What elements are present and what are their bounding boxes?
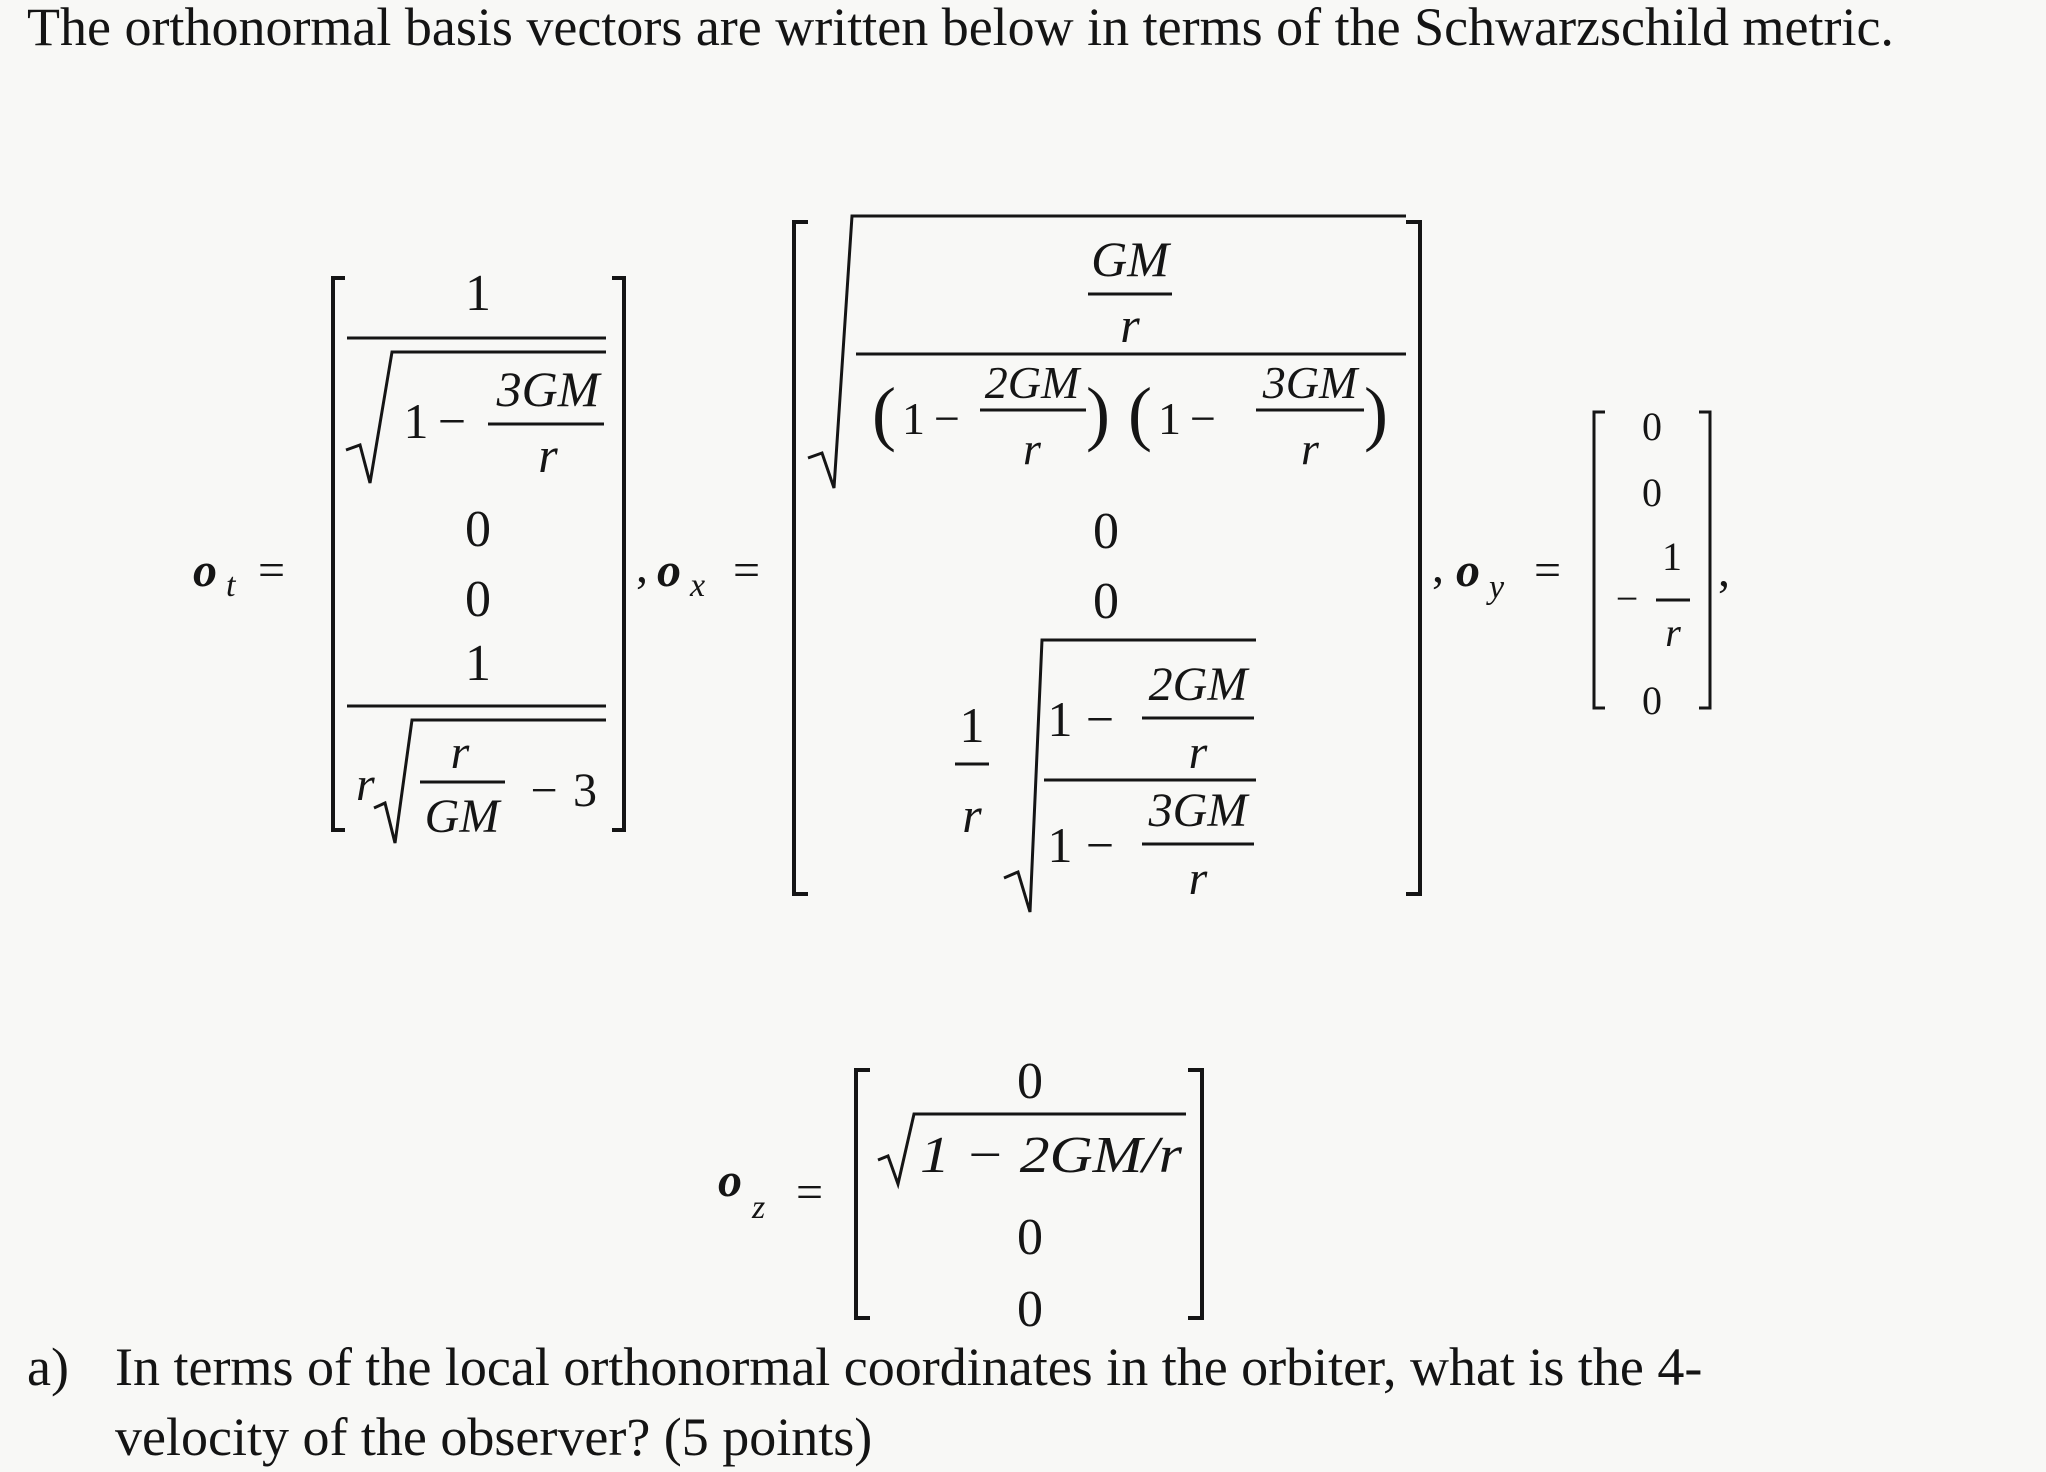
question-label: a): [27, 1337, 69, 1397]
o-t-subscript: t: [226, 567, 236, 604]
o-t-entry1-one: 1: [403, 393, 429, 449]
intro-paragraph: The orthonormal basis vectors are written below in terms of the Schwarzschild metric.: [27, 0, 1894, 57]
o-x-entry4-3gm: 3GM: [1148, 784, 1248, 837]
o-x-entry4-one: 1: [959, 697, 985, 753]
vector-o-x: [657, 216, 1444, 912]
o-x-left-bracket: [794, 222, 808, 894]
o-z-subscript: z: [752, 1189, 766, 1226]
o-y-comma: ,: [1718, 544, 1730, 597]
o-y-entry3-minus: −: [1615, 576, 1639, 621]
o-t-entry4-numerator: 1: [465, 635, 491, 692]
o-x-entry2: 0: [1093, 503, 1119, 560]
o-x-entry1-minus-b: −: [1190, 393, 1216, 444]
o-t-entry4-three: 3: [573, 764, 597, 817]
o-x-equals: =: [733, 544, 761, 597]
o-y-right-bracket: [1699, 412, 1710, 708]
o-y-entry2: 0: [1642, 470, 1662, 515]
o-t-equals: =: [258, 544, 286, 597]
o-t-entry4-minus: −: [530, 764, 558, 817]
o-t-entry4-inner-r: r: [450, 726, 470, 779]
o-y-symbol: o: [1456, 544, 1480, 597]
o-x-entry4-r: r: [962, 787, 982, 843]
o-x-entry4-den-minus: −: [1085, 817, 1115, 873]
o-t-entry1-minus: −: [437, 393, 467, 449]
question-a-line1: [27, 1332, 2017, 1402]
vector-o-z: [718, 1053, 1202, 1338]
o-t-entry1-3gm: 3GM: [496, 361, 600, 417]
o-x-entry1-one-a: 1: [902, 393, 925, 444]
o-z-symbol: o: [718, 1154, 742, 1207]
o-x-entry4-num-one: 1: [1047, 691, 1073, 747]
o-t-right-bracket: [612, 278, 624, 830]
o-y-subscript: y: [1489, 569, 1505, 606]
o-z-entry2-body: 1 − 2GM/r: [920, 1127, 1183, 1184]
o-x-symbol: o: [657, 544, 681, 597]
o-z-entry4: 0: [1017, 1281, 1043, 1338]
o-x-entry1-gm: GM: [1091, 231, 1169, 287]
o-t-entry1-numerator: 1: [465, 265, 491, 322]
o-x-entry1-2gm-r: r: [1023, 423, 1041, 474]
o-y-equals: =: [1534, 544, 1562, 597]
o-x-entry1-lparen-a: (: [872, 373, 896, 453]
o-x-comma: ,: [1432, 540, 1444, 593]
o-t-comma: ,: [636, 540, 648, 593]
o-x-entry1-rparen-b: ): [1364, 373, 1388, 453]
o-z-right-bracket: [1188, 1070, 1202, 1318]
o-t-entry2: 0: [465, 501, 491, 558]
o-t-entry1-r: r: [538, 427, 558, 483]
question-text-line1: In terms of the local orthonormal coordinates in the orbiter, what is the 4-: [115, 1337, 1703, 1397]
o-x-entry4-2gm-r: r: [1188, 726, 1208, 779]
question-a: [27, 1332, 2017, 1472]
o-x-entry1-3gm: 3GM: [1262, 357, 1358, 408]
o-t-entry3: 0: [465, 571, 491, 628]
o-x-entry3: 0: [1093, 573, 1119, 630]
o-x-entry1-rparen-a: ): [1086, 373, 1110, 453]
o-t-left-bracket: [333, 278, 345, 830]
o-x-entry1-gm-r: r: [1120, 297, 1140, 353]
vector-o-t: [193, 265, 648, 843]
o-t-symbol: o: [193, 544, 217, 597]
o-x-entry1-2gm: 2GM: [984, 357, 1080, 408]
o-x-entry4-den-one: 1: [1047, 817, 1073, 873]
o-z-left-bracket: [856, 1070, 870, 1318]
vector-o-y: [1456, 404, 1730, 723]
o-z-entry3: 0: [1017, 1209, 1043, 1266]
o-x-entry4-2gm: 2GM: [1148, 658, 1248, 711]
o-t-entry4-gm: GM: [424, 790, 500, 843]
o-y-entry1: 0: [1642, 404, 1662, 449]
o-y-entry3-one: 1: [1662, 534, 1682, 579]
o-x-entry4-num-minus: −: [1085, 691, 1115, 747]
o-x-subscript: x: [690, 567, 706, 604]
o-x-right-bracket: [1406, 222, 1420, 894]
o-y-left-bracket: [1594, 412, 1605, 708]
o-x-entry1-3gm-r: r: [1301, 423, 1319, 474]
o-x-entry1-one-b: 1: [1158, 393, 1181, 444]
question-text-line2: velocity of the observer? (5 points): [115, 1407, 873, 1467]
o-x-entry4-3gm-r: r: [1188, 852, 1208, 905]
o-t-entry4-r: r: [356, 758, 375, 811]
o-z-equals: =: [796, 1166, 824, 1219]
o-x-entry1-lparen-b: (: [1128, 373, 1152, 453]
o-y-entry3-r: r: [1665, 610, 1681, 655]
o-x-entry1-minus-a: −: [934, 393, 960, 444]
o-z-entry1: 0: [1017, 1053, 1043, 1110]
o-y-entry4: 0: [1642, 678, 1662, 723]
